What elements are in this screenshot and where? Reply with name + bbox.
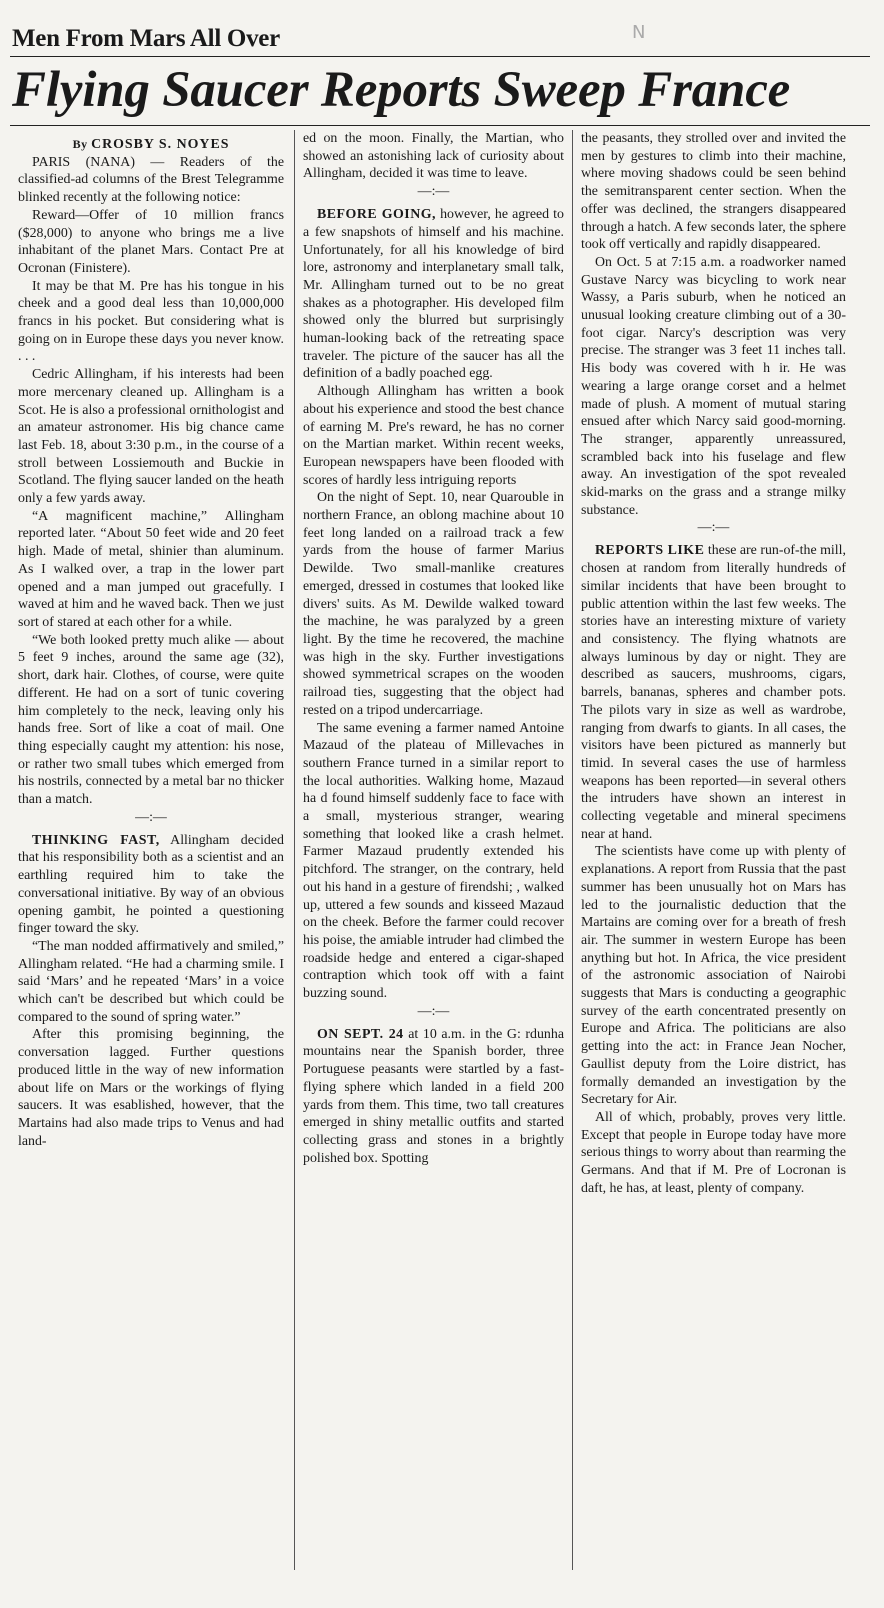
paragraph: It may be that M. Pre has his tongue in his cheek and a good deal less than 10,000,000 francs in his pocket. But considering what is going on in Europe these days you never know. . . . — [18, 278, 284, 365]
section-lead: BEFORE GOING, — [317, 207, 437, 223]
paragraph: After this promising beginning, the conversation lagged. Further questions produced little in the way of new information about life on Mars or the workings of flying saucers. It was esablished, however, that the Martains had also made trips to Venus and had land- — [18, 1027, 284, 1149]
section-paragraph — [303, 1026, 564, 1168]
section-paragraph — [18, 832, 284, 938]
paragraph: “We both looked pretty much alike — about 5 feet 9 inches, around the same age (32), short, dark hair. Clothes, of course, were quite different. He had on a sort of tunic covering him completely to the neck, leaving only his hands free. Sort of like a coat of mail. One thing especially caught my attention: his nose, or rather two small tubes which emerged from his nostrils, connected by a metal bar no thicker than a match. — [18, 632, 284, 808]
section-lead: ON SEPT. 24 — [317, 1026, 404, 1042]
byline-name: CROSBY S. NOYES — [91, 137, 230, 152]
paragraph: On the night of Sept. 10, near Quarouble in northern France, an oblong machine about 10 feet long landed on a railroad track a few yards from the house of farmer Marius Dewilde. Two small-manlike creatures emerged, dressed in costumes that looked like divers' suits. As M. Dewilde walked toward the machine, he was paralyzed by a green light. By the time he recovered, the machine was high in the sky. Further investigations showed symmetrical scrapes on the wooden railroad ties, suggesting that the object had rested on a tripod undercarriage. — [303, 490, 564, 718]
section-separator: —:— — [417, 184, 450, 200]
paragraph: On Oct. 5 at 7:15 a.m. a roadworker named Gustave Narcy was bicycling to work near Wassy, a Paris suburb, when he noticed an unusual looking creature climbing out of a 30-foot cigar. Narcy's description was very precise. The stranger was 3 feet 11 inches tall. His body was covered with h ir. He was wearing a large orange corset and a helmet made of plush. A moment of mutual staring ensued after which Narcy said good-morning. The stranger, apparently unreassured, scrambled back into his fuselage and flew away. An investigation of the spot revealed skid-marks on the grass and a strange milky substance. — [581, 254, 846, 518]
section-text: however, he agreed to a few snapshots of himself and his machine. Unfortunately, for all his knowledge of bird lore, astronomy and interplanetary small talk, Mr. Allingham turned out to be no great shakes as a photographer. His developed film showed only the blurred but surprisingly human-looking back of the retreating space traveler. The picture of the saucer has all the definition of a badly poached egg. — [303, 207, 564, 382]
kicker-headline: Men From Mars All Over — [12, 25, 280, 52]
classified-ad-quote: Reward—Offer of 10 million francs ($28,000) to anyone who brings me a live inhabitant of the planet Mars. Contact Pre at Ocronan (Finistere). — [18, 207, 284, 276]
section-lead: REPORTS LIKE — [595, 543, 705, 559]
main-headline: Flying Saucer Reports Sweep France — [12, 62, 791, 118]
article-body — [8, 130, 870, 1570]
headline-rule — [10, 125, 870, 126]
section-text: at 10 a.m. in the G: rdunha mountains near the Spanish border, three Portuguese peasants were startled by a fast-flying sphere which landed in a field 200 yards from them. This time, two tall creatures emerged in shiny metallic outfits and started collecting grass and stones in a brightly polished box. Spotting — [303, 1026, 564, 1166]
paragraph: the peasants, they strolled over and invited the men by gestures to climb into their machine, where moving shadows could be seen behind the semitransparent center section. When the offer was declined, the strangers disappeared through a hatch. A few seconds later, the sphere took off vertically and rapidly disappeared. — [581, 131, 846, 253]
paragraph: PARIS (NANA) — Readers of the classified-ad columns of the Brest Telegramme blinked recently at the following notice: — [18, 154, 284, 206]
column-3 — [572, 130, 850, 1570]
column-1 — [8, 130, 294, 1570]
byline-prefix: By — [72, 137, 88, 151]
column-2 — [294, 130, 572, 1570]
section-lead: THINKING FAST, — [32, 832, 160, 848]
section-text: these are run-of-the mill, chosen at random from literally hundreds of similar incidents that have been brought to public attention within the last few weeks. The stories have an interesting mixture of variety and consistency. The flying whatnots are always luminous by day or night. They are described as saucers, mushrooms, cigars, barrels, bananas, spheres and chamber pots. The pilots vary in size as well as wardrobe, ranging from dwarfs to giants. In all cases, the visitors have been pictured as mannerly but timid. In several cases the use of harmless weapons has been reported—in several others the intruders have shown an interest in collecting vegetable and mineral specimens near at hand. — [581, 543, 846, 842]
section-paragraph — [303, 206, 564, 383]
byline — [18, 136, 284, 154]
paragraph: ed on the moon. Finally, the Martian, who showed an astonishing lack of curiosity about Allingham, decided it was time to leave. — [303, 131, 564, 182]
paragraph: Although Allingham has written a book about his experience and stood the best chance of earning M. Pre's reward, he has no corner on the Martian market. Within recent weeks, European newspapers have been flooded with scores of hardly less intriguing reports — [303, 384, 564, 488]
section-paragraph — [581, 542, 846, 843]
section-separator: —:— — [135, 809, 167, 825]
paragraph: Cedric Allingham, if his interests had been more mercenary cleaned up. Allingham is a Scot. He is also a professional ornithologist and an amateur astronomer. His big chance came last Feb. 18, about 3:30 p.m., in the course of a stroll between Lossiemouth and Buckie in Scotland. The flying saucer landed on the heath only a few yards away. — [18, 367, 284, 507]
section-separator: —:— — [697, 520, 730, 536]
section-text: Allingham decided that his responsibility both as a scientist and an earthling required him to take the conversational initiative. By way of an obvious opening gambit, he pointed a questioning finger toward the sky. — [18, 832, 284, 937]
paragraph: “A magnificent machine,” Allingham reported later. “About 50 feet wide and 20 feet high. Made of metal, shinier than aluminum. As I walked over, a trap in the lower part opened and a man jumped out gracefully. I waved at him and he waved back. Then we just sort of stared at each other for a while. — [18, 508, 284, 630]
paragraph: The same evening a farmer named Antoine Mazaud of the plateau of Millevaches in southern France turned in a similar report to the local authorities. Walking home, Mazaud ha d found himself suddenly face to face with a small, mysterious stranger, wearing something that looked like a crash helmet. Farmer Mazaud prudently extended his pitchford. The stranger, on the contrary, held out his hand in a gesture of firendshi; , walked up, uttered a few sounds and kisseed Mazaud on the cheek. Before the farmer could recover his poise, the amiable intruder had climbed the roadside hedge and entered a cigar-shaped contraption which took off with a faint buzzing sound. — [303, 720, 564, 1002]
paragraph: All of which, probably, proves very little. Except that people in Europe today have more serious things to worry about than rearming the Germans. And that if M. Pre of Locronan is daft, he has, at least, plenty of company. — [581, 1109, 846, 1196]
corner-mark: N — [632, 22, 646, 43]
section-separator: —:— — [417, 1003, 450, 1019]
top-rule — [10, 56, 870, 57]
paragraph: “The man nodded affirmatively and smiled,” Allingham related. “He had a charming smile. I said ‘Mars’ and he repeated ‘Mars’ in a voice which can't be described but which could be compared to the sound of spring water.” — [18, 938, 284, 1025]
paragraph: The scientists have come up with plenty of explanations. A report from Russia that the past summer has been unusually hot on Mars has led to the journalistic deduction that the Martains are coming over for a breath of fresh air. The summer in western Europe has been anything but hot. In Africa, the vice president of the astronomic association of Nairobi suggests that Mars is conducting a geographic survey of the earth concentrated presently on Europe and Africa. The politicians are also getting into the act: in France Jean Nocher, Gaullist deputy from the Loire district, has formally demanded an investigation by the Secretary for Air. — [581, 844, 846, 1108]
